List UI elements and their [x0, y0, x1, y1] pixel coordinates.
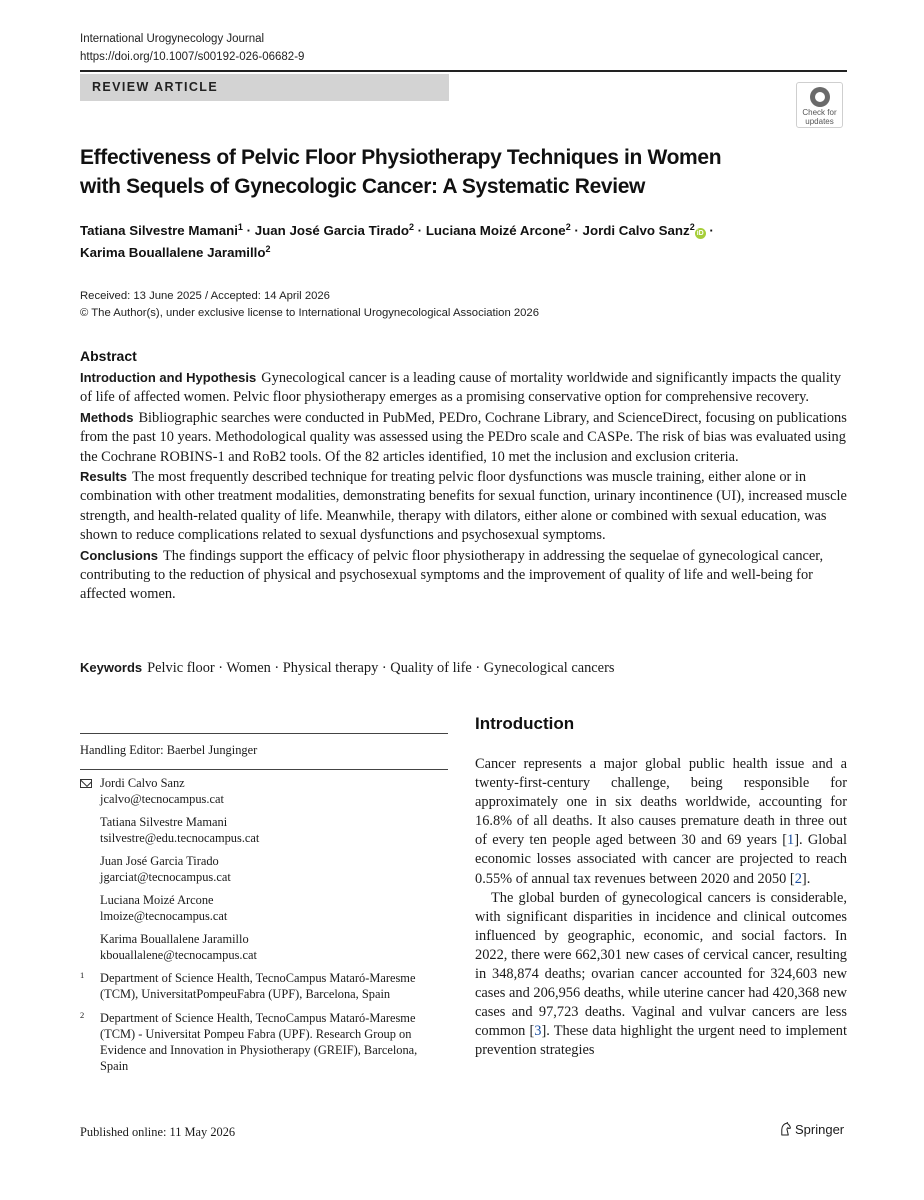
- author-affiliation-marker: 2: [565, 222, 571, 232]
- crossmark-text: Check for updates: [802, 108, 837, 126]
- crossmark-circle: [810, 87, 830, 107]
- author-name[interactable]: Juan José Garcia Tirado: [254, 223, 409, 238]
- author-name[interactable]: Luciana Moizé Arcone: [425, 223, 566, 238]
- publisher-logo: [779, 1122, 844, 1137]
- orcid-icon[interactable]: iD: [696, 230, 704, 237]
- contact-entry: [100, 775, 448, 807]
- journal-header: [80, 30, 304, 66]
- keywords-text: Pelvic floor · Women · Physical therapy · Quality of life · Gynecological cancers: [147, 660, 615, 676]
- copyright-notice: © The Author(s), under exclusive license to International Urogynecological Association 2026: [80, 307, 539, 319]
- abstract-section-label: Results: [80, 469, 127, 485]
- introduction-section: [475, 712, 847, 1061]
- affiliation-number: 2: [80, 1010, 85, 1020]
- article-title: [80, 143, 820, 201]
- author-name[interactable]: Jordi Calvo Sanz: [582, 223, 690, 238]
- contact-name: Juan José Garcia Tirado: [100, 854, 219, 868]
- contact-name: Luciana Moizé Arcone: [100, 893, 214, 907]
- contact-email[interactable]: lmoize@tecnocampus.cat: [100, 909, 228, 923]
- abstract-section-text: The findings support the efficacy of pelvic floor physiotherapy in addressing the sequelae of gynecological cancer, contributing to the reduction of physical and psychosexual symptoms and the improvement of quality of life and well-being for affected women.: [80, 547, 824, 603]
- abstract-section: [80, 467, 847, 546]
- keywords-label: Keywords: [80, 660, 143, 675]
- contact-entry: [100, 814, 448, 846]
- affiliation-list: [80, 970, 448, 1074]
- affiliation-number: 1: [80, 970, 85, 980]
- intro-paragraph-1: Cancer represents a major global public health issue and a twenty-first-century challenge, being responsible for approximately one in six deaths worldwide, accounting for 16.8% of all deaths. It also causes premature death in three out of every ten people aged between 30 and 69 years [1]. Global economic losses associated with cancer are projected to reach 0.55% of annual tax revenues between 2020 and 2050 [2].: [475, 756, 848, 887]
- handling-editor: Handling Editor: Baerbel Junginger: [80, 743, 258, 757]
- author-list: [80, 220, 820, 264]
- contact-list: [80, 775, 448, 963]
- footnote-column: [80, 733, 448, 1082]
- abstract-heading: Abstract: [80, 348, 137, 364]
- doi-link[interactable]: https://doi.org/10.1007/s00192-026-06682-9: [80, 51, 305, 63]
- contact-name: Karima Bouallalene Jaramillo: [100, 932, 249, 946]
- abstract-body: [80, 368, 847, 605]
- author-separator: ·: [413, 223, 426, 238]
- affiliation: [80, 970, 448, 1002]
- journal-name: International Urogynecology Journal: [80, 33, 265, 45]
- contact-name: Jordi Calvo Sanz: [100, 776, 185, 790]
- article-type-banner: REVIEW ARTICLE: [80, 74, 449, 101]
- author-name[interactable]: Karima Bouallalene Jaramillo: [80, 245, 266, 260]
- author-separator: ·: [705, 223, 714, 238]
- publisher-name: Springer: [795, 1122, 845, 1137]
- header-rule: [80, 70, 847, 72]
- abstract-section-label: Introduction and Hypothesis: [80, 370, 257, 385]
- contact-entry: [100, 853, 448, 885]
- abstract-section-text: The most frequently described technique for treating pelvic floor dysfunctions was muscle training, either alone or in combination with other treatment modalities, demonstrating benefits for sexual function, urinary incontinence (UI), increased muscle strength, and health-related quality of life. Meanwhile, therapy with dilators, either alone or combined with sexual education, was shown to reduce complications related to sexual dysfunctions and psychosexual symptoms.: [80, 469, 847, 544]
- contact-name: Tatiana Silvestre Mamani: [100, 815, 228, 829]
- crossmark-icon[interactable]: [796, 82, 843, 128]
- article-dates: [80, 288, 539, 322]
- author-separator: ·: [570, 223, 583, 238]
- received-accepted: Received: 13 June 2025 / Accepted: 14 April 2026: [80, 290, 330, 302]
- author-separator: ·: [242, 223, 255, 238]
- contact-email[interactable]: jcalvo@tecnocampus.cat: [100, 792, 224, 806]
- envelope-icon: [80, 779, 92, 788]
- author-affiliation-marker: 2: [265, 244, 271, 254]
- contact-entry: [100, 931, 448, 963]
- abstract-section-text: Bibliographic searches were conducted in PubMed, PEDro, Cochrane Library, and ScienceDirect, focusing on publications from the past 10 years. Methodological quality was assessed using the PEDro scale and CASPe. The risk of bias was evaluated using the Cochrane ROBINS-1 and RoB2 tools. Of the 82 articles identified, 10 met the inclusion and exclusion criteria.: [80, 409, 847, 465]
- contact-email[interactable]: kbouallalene@tecnocampus.cat: [100, 948, 257, 962]
- author-name[interactable]: Tatiana Silvestre Mamani: [80, 223, 238, 238]
- citation-link[interactable]: 3: [534, 1023, 542, 1040]
- author-affiliation-marker: 2: [408, 222, 414, 232]
- author-affiliation-marker: 2: [689, 222, 695, 232]
- author-affiliation-marker: 1: [237, 222, 243, 232]
- title-line-1: Effectiveness of Pelvic Floor Physiotherapy Techniques in Women: [80, 146, 722, 169]
- contact-email[interactable]: jgarciat@tecnocampus.cat: [100, 870, 231, 884]
- affiliation-text: Department of Science Health, TecnoCampus Mataró-Maresme (TCM), UniversitatPompeuFabra (UPF), Barcelona, Spain: [100, 971, 416, 1001]
- keywords: [80, 658, 614, 678]
- introduction-heading: Introduction: [475, 714, 575, 733]
- abstract-section-text: Gynecological cancer is a leading cause of mortality worldwide and significantly impacts the quality of life of affected women. Pelvic floor physiotherapy emerges as a promising conservative option for comprehensive recovery.: [80, 370, 842, 406]
- introduction-body: [475, 755, 847, 1061]
- citation-link[interactable]: 1: [787, 832, 795, 849]
- intro-paragraph-2: The global burden of gynecological cancers is considerable, with significant disparities in incidence and clinical outcomes influenced by geographic, economic, and social factors. In 2022, there were 662,301 new cases of cervical cancer, resulting in 348,874 deaths; ovarian cancer accounted for 324,603 new cases and 206,956 deaths, while uterine cancer had 420,368 new cases and 97,723 deaths. Vaginal and vulvar cancers are less common [3]. These data highlight the urgent need to implement prevention strategies: [475, 889, 847, 1059]
- published-online: Published online: 11 May 2026: [80, 1125, 236, 1139]
- citation-link[interactable]: 2: [794, 870, 802, 887]
- abstract-section: [80, 368, 847, 408]
- abstract-section-label: Conclusions: [80, 547, 159, 563]
- title-line-2: with Sequels of Gynecologic Cancer: A Systematic Review: [80, 175, 646, 198]
- footnote-rule: [80, 733, 448, 734]
- affiliation-text: Department of Science Health, TecnoCampus Mataró-Maresme (TCM) - Universitat Pompeu Fabra (UPF). Research Group on Evidence and Innovation in Physiotherapy (GREIF), Barcelona, Spain: [100, 1011, 418, 1073]
- footnote-rule: [80, 769, 448, 770]
- abstract-section: [80, 546, 847, 605]
- contact-email[interactable]: tsilvestre@edu.tecnocampus.cat: [100, 831, 260, 845]
- contact-entry: [100, 892, 448, 924]
- abstract-section-label: Methods: [80, 409, 134, 425]
- affiliation: [80, 1010, 448, 1074]
- abstract-section: [80, 408, 847, 467]
- springer-horse-icon: [779, 1122, 792, 1136]
